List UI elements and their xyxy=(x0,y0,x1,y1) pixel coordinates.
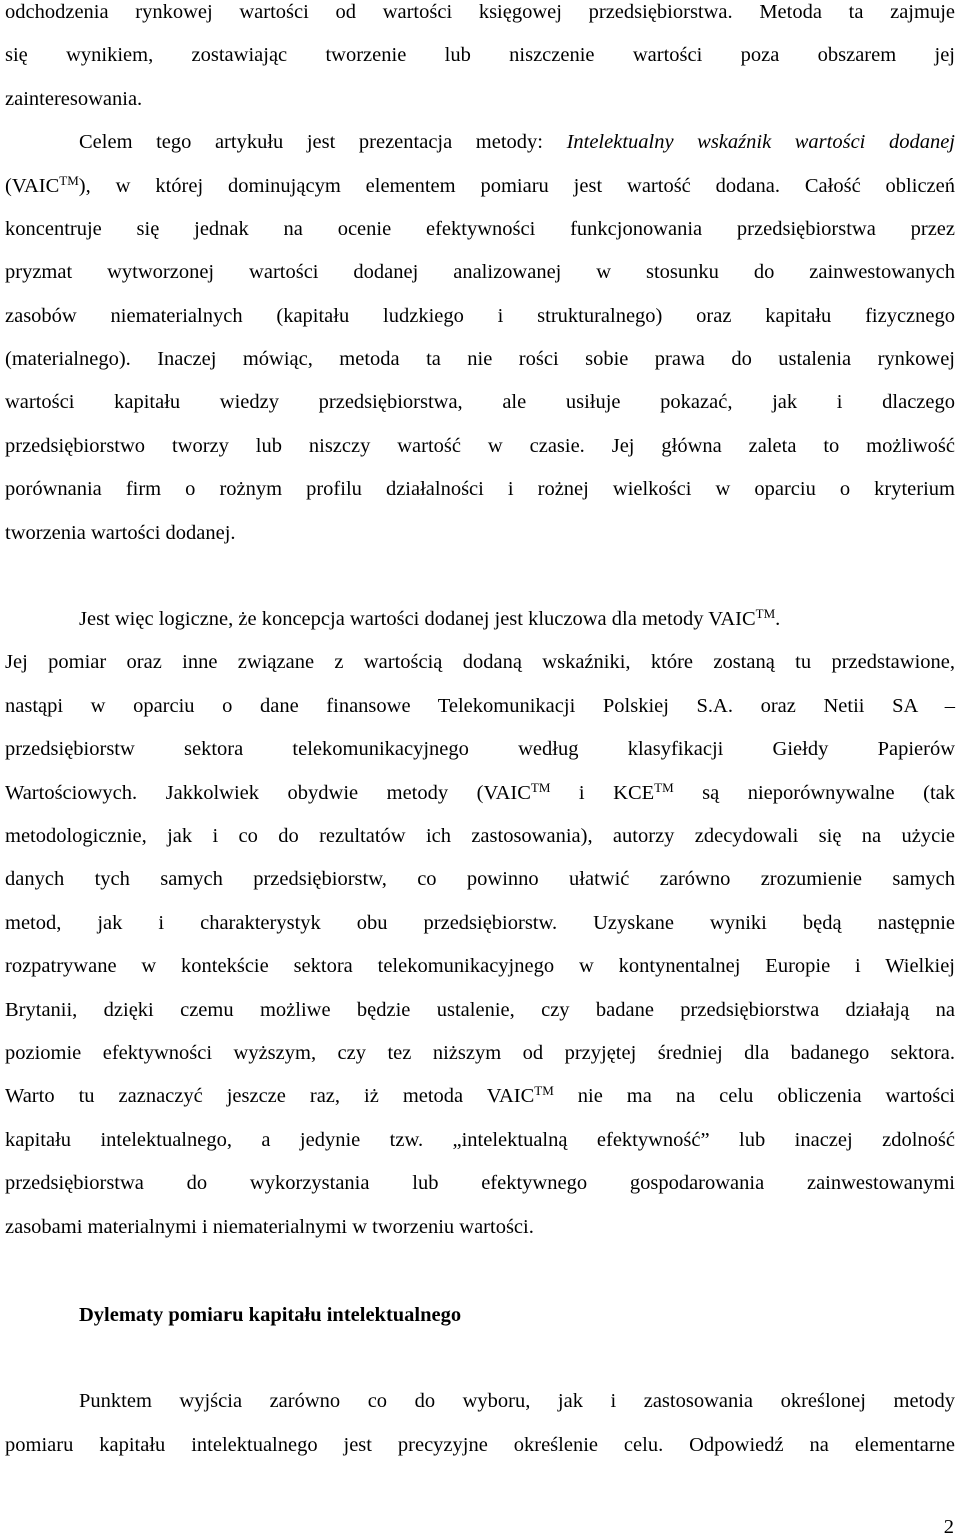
text-span: . xyxy=(775,608,781,630)
trademark-superscript: TM xyxy=(654,780,674,795)
text-line: nastąpi w oparciu o dane finansowe Telekomunikacji Polskiej S.A. oraz Netii SA – xyxy=(5,695,955,717)
method-name-italic: Intelektualny wskaźnik wartości dodanej xyxy=(566,131,955,153)
text-line: Jej pomiar oraz inne związane z wartością dodaną wskaźniki, które zostaną tu przedstawione, xyxy=(5,651,955,673)
text-line: przedsiębiorstwo tworzy lub niszczy wartość w czasie. Jej główna zaleta to możliwość xyxy=(5,435,955,457)
text-line: poziomie efektywności wyższym, czy tez niższym od przyjętej średniej dla badanego sektora. xyxy=(5,1042,955,1064)
text-line xyxy=(79,129,955,155)
text-line: tworzenia wartości dodanej. xyxy=(5,522,236,544)
text-line: pomiaru kapitału intelektualnego jest precyzyjne określenie celu. Odpowiedź na elementarne xyxy=(5,1434,955,1456)
text-line xyxy=(79,606,955,632)
text-span: nie ma na celu obliczenia wartości xyxy=(553,1085,955,1107)
text-span: Warto tu zaznaczyć jeszcze raz, iż metoda VAIC xyxy=(5,1085,535,1107)
text-line: się wynikiem, zostawiając tworzenie lub niszczenie wartości poza obszarem jej xyxy=(5,44,955,66)
text-span: są nieporównywalne (tak xyxy=(673,782,955,804)
text-line: danych tych samych przedsiębiorstw, co powinno ułatwić zarówno zrozumienie samych xyxy=(5,868,955,890)
text-line: metod, jak i charakterystyk obu przedsiębiorstw. Uzyskane wyniki będą następnie xyxy=(5,912,955,934)
text-span: (VAIC xyxy=(5,175,60,197)
section-heading: Dylematy pomiaru kapitału intelektualnego xyxy=(79,1304,462,1326)
text-span: Wartościowych. Jakkolwiek obydwie metody (VAIC xyxy=(5,782,531,804)
text-line: rozpatrywane w kontekście sektora telekomunikacyjnego w kontynentalnej Europie i Wielkiej xyxy=(5,955,955,977)
text-line: przedsiębiorstw sektora telekomunikacyjnego według klasyfikacji Giełdy Papierów xyxy=(5,738,955,760)
text-span: i KCE xyxy=(550,782,655,804)
text-line: Punktem wyjścia zarówno co do wyboru, jak i zastosowania określonej metody xyxy=(79,1390,955,1412)
text-line: Brytanii, dzięki czemu możliwe będzie ustalenie, czy badane przedsiębiorstwa działają na xyxy=(5,999,955,1021)
text-line: zasobów niematerialnych (kapitału ludzkiego i strukturalnego) oraz kapitału fizycznego xyxy=(5,305,955,327)
text-line: koncentruje się jednak na ocenie efektywności funkcjonowania przedsiębiorstwa przez xyxy=(5,218,955,240)
text-line xyxy=(5,780,955,806)
trademark-superscript: TM xyxy=(755,606,776,621)
text-line: odchodzenia rynkowej wartości od wartości księgowej przedsiębiorstwa. Metoda ta zajmuje xyxy=(5,1,955,23)
text-line: zasobami materialnymi i niematerialnymi w tworzeniu wartości. xyxy=(5,1216,534,1238)
trademark-superscript: TM xyxy=(59,173,79,188)
text-line: pryzmat wytworzonej wartości dodanej analizowanej w stosunku do zainwestowanych xyxy=(5,261,955,283)
trademark-superscript: TM xyxy=(530,780,551,795)
text-line xyxy=(5,173,955,199)
trademark-superscript: TM xyxy=(534,1083,554,1098)
text-line: kapitału intelektualnego, a jedynie tzw. „intelektualną efektywność” lub inaczej zdolność xyxy=(5,1129,955,1151)
text-line: (materialnego). Inaczej mówiąc, metoda ta nie rości sobie prawa do ustalenia rynkowej xyxy=(5,348,955,370)
page-number: 2 xyxy=(943,1516,954,1538)
text-span: ), w której dominującym elementem pomiaru jest wartość dodana. Całość obliczeń xyxy=(78,175,955,197)
text-line xyxy=(5,1083,955,1109)
text-span: Jest więc logiczne, że koncepcja wartości dodanej jest kluczowa dla metody VAIC xyxy=(79,608,756,630)
text-line: porównania firm o rożnym profilu działalności i rożnej wielkości w oparciu o kryterium xyxy=(5,478,955,500)
text-span: Celem tego artykułu jest prezentacja metody: xyxy=(79,131,567,153)
text-line: przedsiębiorstwa do wykorzystania lub efektywnego gospodarowania zainwestowanymi xyxy=(5,1172,955,1194)
text-line: wartości kapitału wiedzy przedsiębiorstwa, ale usiłuje pokazać, jak i dlaczego xyxy=(5,391,955,413)
text-line: metodologicznie, jak i co do rezultatów ich zastosowania), autorzy zdecydowali się na użycie xyxy=(5,825,955,847)
text-line: zainteresowania. xyxy=(5,88,143,110)
